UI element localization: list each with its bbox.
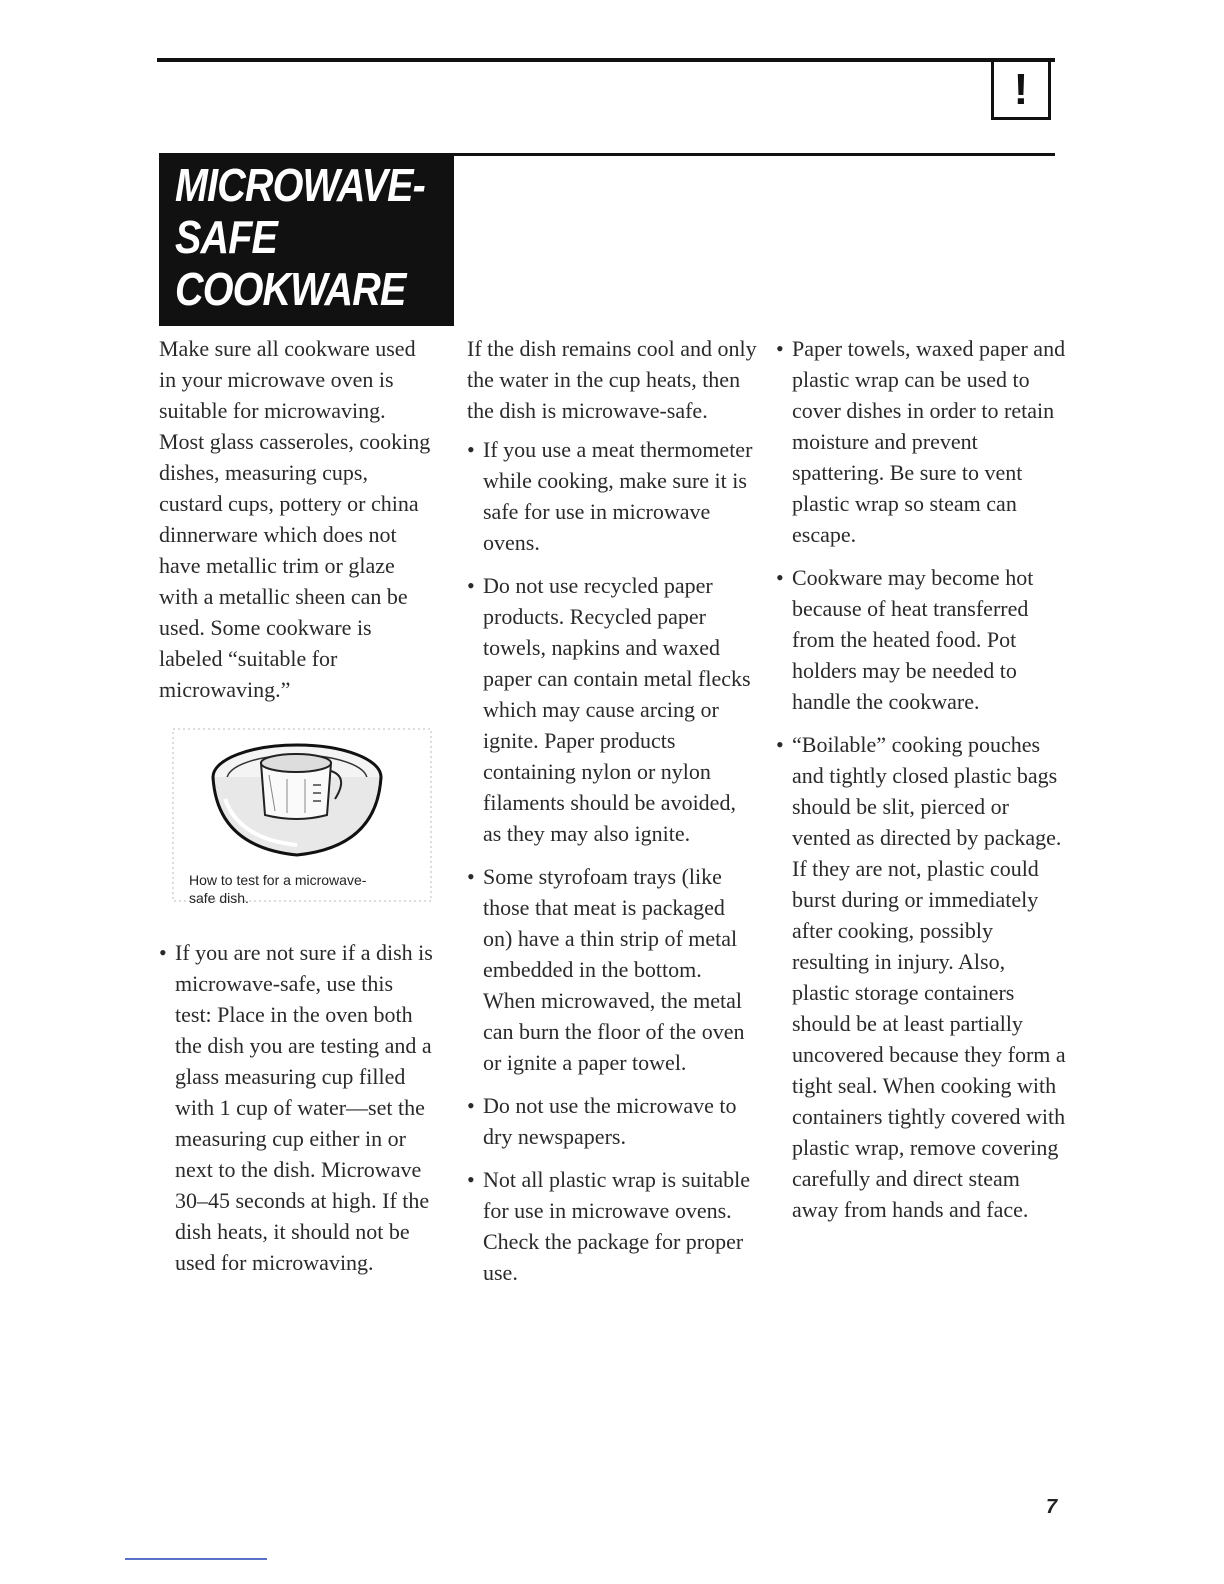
column-3	[776, 333, 1066, 1237]
title-line-1: MICROWAVE-	[175, 159, 425, 211]
bullet-icon: •	[159, 940, 167, 965]
list-item-text: Do not use the microwave to dry newspapers.	[483, 1093, 737, 1149]
bullet-icon: •	[467, 864, 475, 889]
warning-box	[991, 62, 1051, 120]
title-line-3: COOKWARE	[175, 263, 406, 315]
list-item	[467, 570, 757, 849]
list-item	[467, 861, 757, 1078]
list-item	[467, 1164, 757, 1288]
bullet-icon: •	[467, 1167, 475, 1192]
bullet-icon: •	[467, 437, 475, 462]
list-item	[467, 1090, 757, 1152]
list-item	[467, 434, 757, 558]
top-rule	[157, 58, 1055, 62]
list-item-text: If you are not sure if a dish is microwave-safe, use this test: Place in the oven both the dish you are testing and a glass measuring cup filled with 1 cup of water—set the measuring cup either in or next to the dish. Microwave 30–45 seconds at high. If the dish heats, it should not be used for microwaving.	[175, 940, 433, 1275]
figure-caption: How to test for a microwave-safe dish.	[189, 872, 367, 906]
bottom-mark	[125, 1558, 267, 1560]
title-line-2: SAFE	[175, 211, 278, 263]
list-item-text: “Boilable” cooking pouches and tightly closed plastic bags should be slit, pierced or vented as directed by package. If they are not, plastic could burst during or immediately after cooking, possibly resulting in injury. Also, plastic storage containers should be at least partially uncovered because they form a tight seal. When cooking with containers tightly covered with plastic wrap, remove covering carefully and direct steam away from hands and face.	[792, 732, 1066, 1222]
bullet-icon: •	[776, 732, 784, 757]
list-item-text: Paper towels, waxed paper and plastic wrap can be used to cover dishes in order to retain moisture and prevent spattering. Be sure to vent plastic wrap so steam can escape.	[792, 336, 1066, 547]
list-item-text: Cookware may become hot because of heat transferred from the heated food. Pot holders may be needed to handle the cookware.	[792, 565, 1034, 714]
list-item	[159, 937, 434, 1278]
section-rule	[453, 153, 1055, 156]
list-item	[776, 333, 1066, 550]
bullet-icon: •	[467, 1093, 475, 1118]
bullet-icon: •	[467, 573, 475, 598]
microwave-test-figure	[159, 727, 434, 907]
section-title	[159, 153, 454, 326]
list-item-text: Some styrofoam trays (like those that meat is packaged on) have a thin strip of metal embedded in the bottom. When microwaved, the metal can burn the floor of the oven or ignite a paper towel.	[483, 864, 745, 1075]
page-number: 7	[1046, 1496, 1058, 1518]
list-item	[776, 729, 1066, 1225]
column-1	[159, 333, 434, 1290]
column-2	[467, 333, 757, 1300]
intro-paragraph: Make sure all cookware used in your microwave oven is suitable for microwaving. Most glass casseroles, cooking dishes, measuring cups, custard cups, pottery or china dinnerware which does not have metallic trim or glaze with a metallic sheen can be used. Some cookware is labeled “suitable for microwaving.”	[159, 336, 431, 702]
bullet-icon: •	[776, 565, 784, 590]
exclamation-icon: !	[1013, 64, 1029, 114]
list-item	[776, 562, 1066, 717]
list-item-text: If you use a meat thermometer while cooking, make sure it is safe for use in microwave ovens.	[483, 437, 753, 555]
list-item-text: Do not use recycled paper products. Recycled paper towels, napkins and waxed paper can contain metal flecks which may cause arcing or ignite. Paper products containing nylon or nylon filaments should be avoided, as they may also ignite.	[483, 573, 751, 846]
list-item-text: Not all plastic wrap is suitable for use in microwave ovens. Check the package for proper use.	[483, 1167, 750, 1285]
bullet-icon: •	[776, 336, 784, 361]
continuation-paragraph: If the dish remains cool and only the water in the cup heats, then the dish is microwave-safe.	[467, 336, 757, 423]
